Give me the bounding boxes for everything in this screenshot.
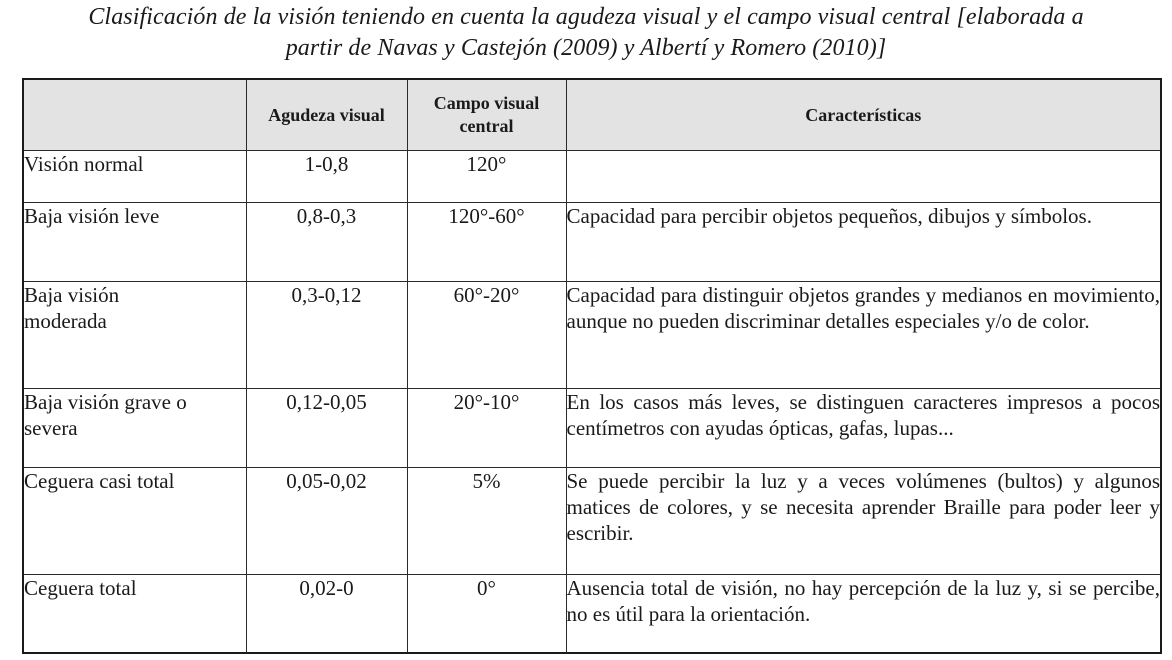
row-acuity: 1-0,8: [246, 151, 407, 203]
row-category: Baja visión leve: [23, 203, 246, 282]
header-row: [23, 79, 1161, 151]
row-field: 0°: [407, 575, 566, 653]
table-header: [23, 79, 1161, 151]
table-row: [23, 151, 1161, 203]
row-description: Se puede percibir la luz y a veces volúmenes (bultos) y algunos matices de colores, y se necesita aprender Braille para poder leer y escribir.: [566, 468, 1161, 575]
table-row: [23, 468, 1161, 575]
row-acuity: 0,8-0,3: [246, 203, 407, 282]
caption-line-2: partir de Navas y Castejón (2009) y Albertí y Romero (2010)]: [285, 35, 887, 61]
vision-classification-table: [22, 78, 1162, 654]
row-description: Capacidad para distinguir objetos grandes y medianos en movimiento, aunque no pueden discriminar detalles especiales y/o de color.: [566, 282, 1161, 389]
row-category: Visión normal: [23, 151, 246, 203]
table-row: [23, 389, 1161, 468]
row-field: 120°: [407, 151, 566, 203]
row-acuity: 0,05-0,02: [246, 468, 407, 575]
header-category: [23, 79, 246, 151]
row-description: Ausencia total de visión, no hay percepción de la luz y, si se percibe, no es útil para la orientación.: [566, 575, 1161, 653]
row-acuity: 0,12-0,05: [246, 389, 407, 468]
row-field: 20°-10°: [407, 389, 566, 468]
row-category: Ceguera casi total: [23, 468, 246, 575]
table-row: [23, 203, 1161, 282]
row-category: Ceguera total: [23, 575, 246, 653]
caption-line-1: Clasificación de la visión teniendo en cuenta la agudeza visual y el campo visual central [elaborada a: [88, 4, 1084, 30]
row-category-text: Baja visión grave o severa: [24, 390, 187, 440]
table-caption: [0, 2, 1172, 64]
row-field: 5%: [407, 468, 566, 575]
row-category: [23, 389, 246, 468]
row-field: 120°-60°: [407, 203, 566, 282]
table-row: [23, 575, 1161, 653]
header-characteristics: Características: [566, 79, 1161, 151]
row-acuity: 0,3-0,12: [246, 282, 407, 389]
row-description: [566, 151, 1161, 203]
row-field: 60°-20°: [407, 282, 566, 389]
row-description: En los casos más leves, se distinguen caracteres impresos a pocos centímetros con ayudas ópticas, gafas, lupas...: [566, 389, 1161, 468]
header-field: [407, 79, 566, 151]
row-category: [23, 282, 246, 389]
header-acuity: Agudeza visual: [246, 79, 407, 151]
table-row: [23, 282, 1161, 389]
row-acuity: 0,02-0: [246, 575, 407, 653]
table-body: [23, 151, 1161, 653]
row-category-text: Baja visión moderada: [24, 283, 120, 333]
header-field-label: Campo visual central: [433, 93, 540, 136]
row-description: Capacidad para percibir objetos pequeños, dibujos y símbolos.: [566, 203, 1161, 282]
